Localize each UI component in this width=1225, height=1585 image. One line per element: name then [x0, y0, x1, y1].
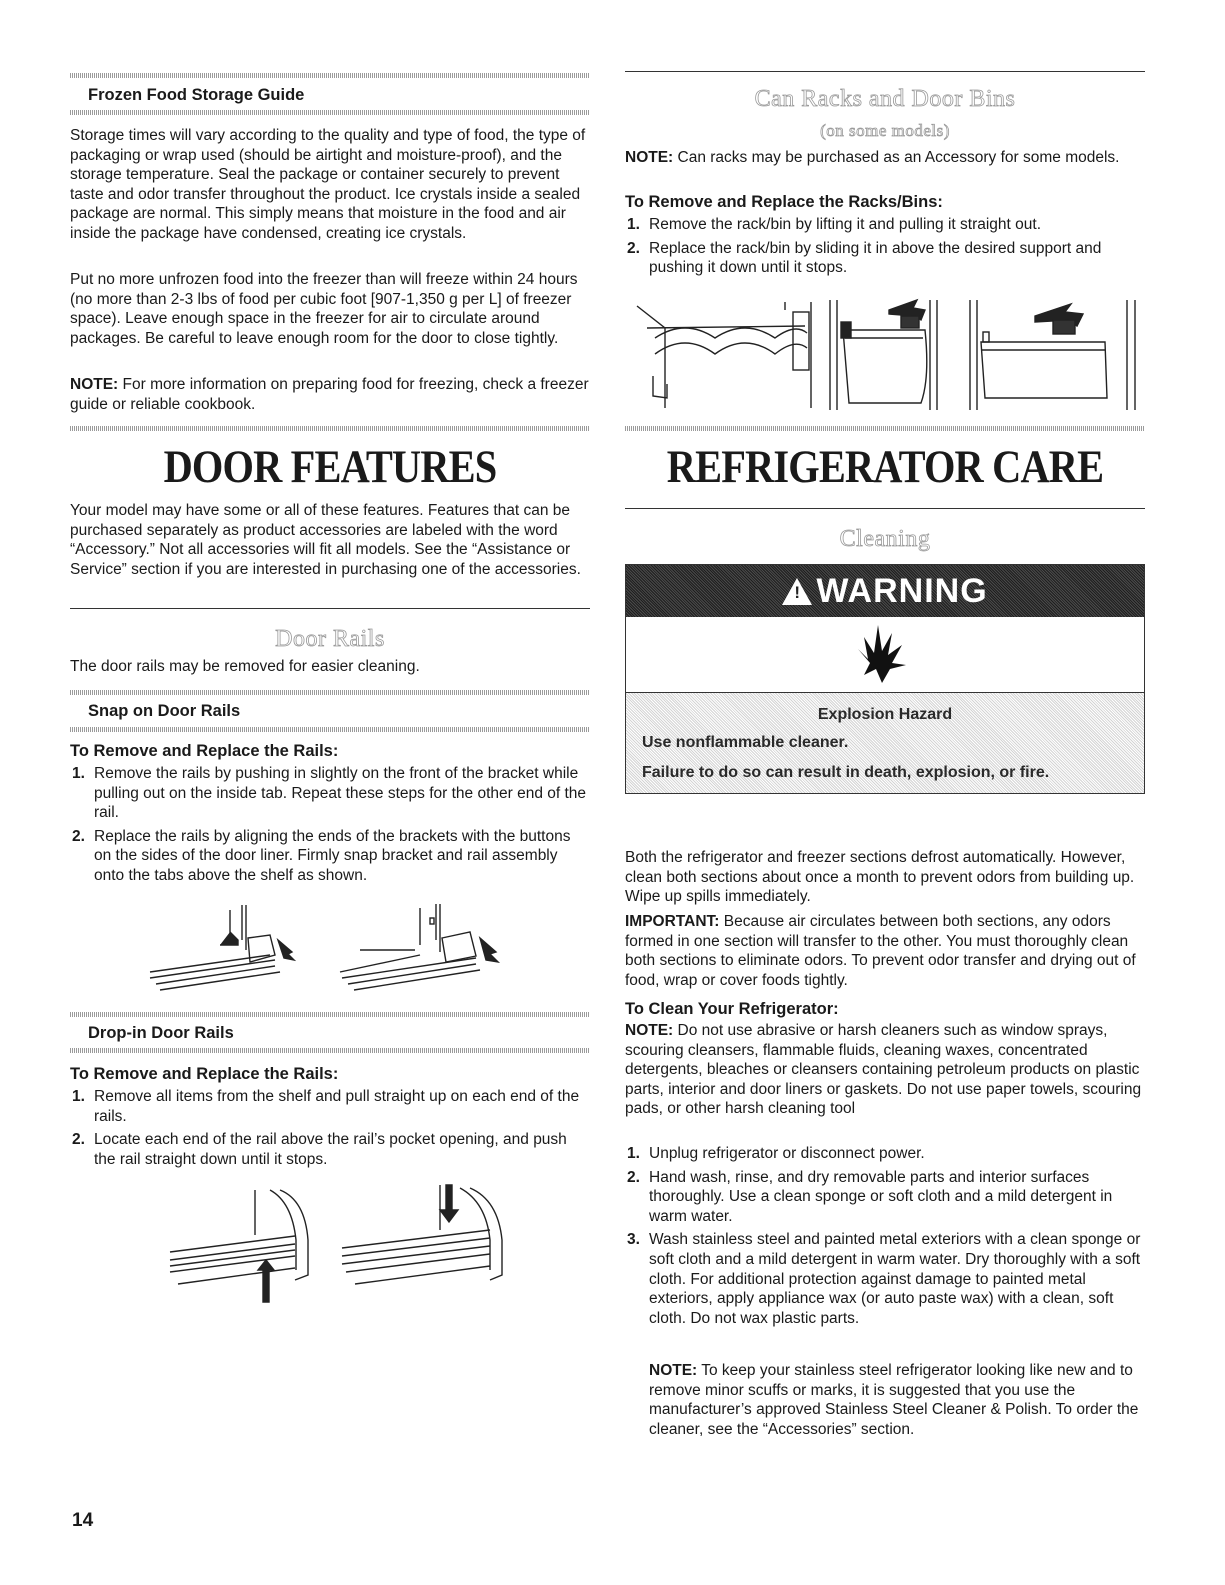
list-item [625, 215, 1145, 235]
note-text: To keep your stainless steel refrigerator looking like new and to remove minor scuffs or marks, it is suggested that you use the manufacturer’s approved Stainless Steel Cleaner & Polish. To order the cleaner, see the “Accessories” section. [649, 1362, 1139, 1438]
step-text: Remove the rack/bin by lifting it and pulling it straight out. [649, 216, 1042, 233]
list-item [625, 1230, 1145, 1328]
warning-line-2: Failure to do so can result in death, explosion, or fire. [642, 764, 1050, 781]
stainless-note [649, 1361, 1145, 1439]
divider [70, 1048, 590, 1053]
can-racks-note [625, 148, 1145, 168]
warning-triangle-icon: ! [782, 578, 812, 605]
list-item [625, 239, 1145, 278]
explosion-icon [846, 619, 916, 689]
dropin-rails-heading: Drop-in Door Rails [88, 1024, 234, 1042]
snap-rail-illustration [70, 900, 590, 995]
important-label: IMPORTANT: [625, 913, 720, 930]
dropin-rails-steps [70, 1087, 590, 1169]
step-text: Remove the rails by pushing in slightly on the front of the bracket while pulling out on the inside tab. Repeat these steps for the other end of the rail. [94, 765, 587, 822]
snap-rails-heading: Snap on Door Rails [88, 702, 241, 720]
step-number: 1. [627, 1145, 640, 1162]
step-text: Locate each end of the rail above the rail’s pocket opening, and push the rail straight down until it stops. [94, 1131, 567, 1168]
divider [625, 426, 1145, 431]
step-number: 1. [627, 216, 640, 233]
step-number: 1. [72, 1088, 85, 1105]
section-rule [625, 71, 1145, 72]
list-item [70, 764, 590, 823]
note-label: NOTE: [70, 376, 119, 393]
divider [70, 1012, 590, 1017]
step-text: Unplug refrigerator or disconnect power. [649, 1145, 925, 1162]
warning-banner [626, 565, 1144, 617]
door-features-intro: Your model may have some or all of these features. Features that can be purchased separately as product accessories are labeled with the word “Accessory.” Not all accessories will fit all models. See the “Assistance or Service” section if you are interested in purchasing one of the accessories. [70, 502, 581, 578]
dropin-rail-illustration [70, 1180, 590, 1305]
step-text: Remove all items from the shelf and pull straight up on each end of the rails. [94, 1088, 580, 1125]
step-text: Replace the rails by aligning the ends of the brackets with the buttons on the sides of the door liner. Firmly snap bracket and rail assembly onto the tabs above the shelf as shown. [94, 827, 571, 884]
can-racks-title: Can Racks and Door Bins [754, 86, 1016, 112]
note-text: Do not use abrasive or harsh cleaners such as window sprays, scouring cleansers, flammable fluids, cleaning waxes, concentrated detergents, bleaches or cleansers containing petroleum products on plastic parts, interior and door liners or gaskets. Do not use paper towels, scouring pads, or other harsh cleaning tool [625, 1022, 1142, 1118]
dropin-rails-subhead: To Remove and Replace the Rails: [70, 1065, 339, 1083]
warning-box [625, 564, 1145, 794]
step-number: 3. [627, 1231, 640, 1249]
frozen-food-heading: Frozen Food Storage Guide [88, 86, 305, 104]
divider [70, 426, 590, 431]
door-rails-title: Door Rails [275, 626, 385, 652]
step-number: 1. [72, 765, 85, 782]
step-number: 2. [72, 1131, 85, 1149]
warning-line-1: Use nonflammable cleaner. [642, 734, 849, 751]
warning-title: WARNING [816, 571, 988, 610]
divider [70, 73, 590, 78]
note-text: Can racks may be purchased as an Accessory for some models. [673, 149, 1120, 166]
divider [70, 727, 590, 732]
snap-rails-steps [70, 764, 590, 886]
warning-hazard: Explosion Hazard [817, 706, 953, 723]
can-racks-subtitle: (on some models) [820, 121, 950, 140]
step-text: Wash stainless steel and painted metal exteriors with a clean sponge or soft cloth and a mild detergent in warm water. Dry thoroughly with a soft cloth. For additional protection against damage to painted metal exteriors, apply appliance wax (or auto paste wax) with a clean, soft cloth. Do not wax plastic parts. [649, 1231, 1141, 1327]
step-text: Replace the rack/bin by sliding it in above the desired support and pushing it down until it stops. [649, 239, 1102, 277]
list-item [70, 827, 590, 886]
snap-rails-subhead: To Remove and Replace the Rails: [70, 742, 339, 760]
list-item [70, 1130, 590, 1169]
section-rule [625, 508, 1145, 509]
note-text: For more information on preparing food for freezing, check a freezer guide or reliable cookbook. [70, 376, 589, 413]
note-label: NOTE: [625, 149, 674, 166]
step-number: 2. [627, 239, 640, 257]
warning-text [626, 693, 1144, 793]
important-paragraph [625, 912, 1145, 990]
door-rails-intro: The door rails may be removed for easier cleaning. [70, 658, 420, 675]
frozen-food-paragraph-2: Put no more unfrozen food into the freezer than will freeze within 24 hours (no more than 2-3 lbs of food per cubic foot [907-1,350 g per L] of freezer space). Leave enough space in the freezer for air to circulate around packages. Be careful to leave enough room for the door to close tightly. [70, 271, 578, 347]
page-number: 14 [72, 1510, 94, 1531]
list-item [625, 1144, 1145, 1164]
note-label: NOTE: [649, 1362, 698, 1379]
explosion-icon-area [626, 617, 1144, 693]
list-item [625, 1168, 1145, 1227]
door-features-title: DOOR FEATURES [163, 441, 497, 493]
divider [70, 110, 590, 115]
racks-subhead: To Remove and Replace the Racks/Bins: [625, 193, 943, 211]
clean-subhead: To Clean Your Refrigerator: [625, 1000, 839, 1018]
step-text: Hand wash, rinse, and dry removable parts and interior surfaces thoroughly. Use a clean sponge or soft cloth and a mild detergent in warm water. [649, 1168, 1113, 1225]
step-number: 2. [72, 827, 85, 845]
frozen-food-note [70, 375, 590, 414]
defrost-paragraph: Both the refrigerator and freezer sections defrost automatically. However, clean both sections about once a month to prevent odors from building up. Wipe up spills immediately. [625, 849, 1135, 906]
frozen-food-paragraph: Storage times will vary according to the quality and type of food, the type of packaging or wrap used (should be airtight and moisture-proof), and the storage temperature. Seal the package or container securely to prevent taste and odor transfer throughout the product. Ice crystals inside a sealed package are normal. This simply means that moisture in the food and air inside the package have condensed, creating ice crystals. [70, 127, 586, 242]
list-item [70, 1087, 590, 1126]
important-text: Because air circulates between both sections, any odors formed in one section will transfer to the other. You must thoroughly clean both sections to eliminate odors. To prevent odor transfer and drying out of food, wrap or cover foods tightly. [625, 913, 1136, 989]
clean-steps [625, 1144, 1145, 1328]
can-rack-illustration [625, 298, 1145, 413]
step-number: 2. [627, 1168, 640, 1186]
refrigerator-care-title: REFRIGERATOR CARE [666, 441, 1104, 493]
clean-note [625, 1021, 1145, 1119]
divider [70, 690, 590, 695]
cleaning-title: Cleaning [839, 526, 931, 552]
note-label: NOTE: [625, 1022, 674, 1039]
racks-steps [625, 215, 1145, 278]
section-rule [70, 608, 590, 609]
